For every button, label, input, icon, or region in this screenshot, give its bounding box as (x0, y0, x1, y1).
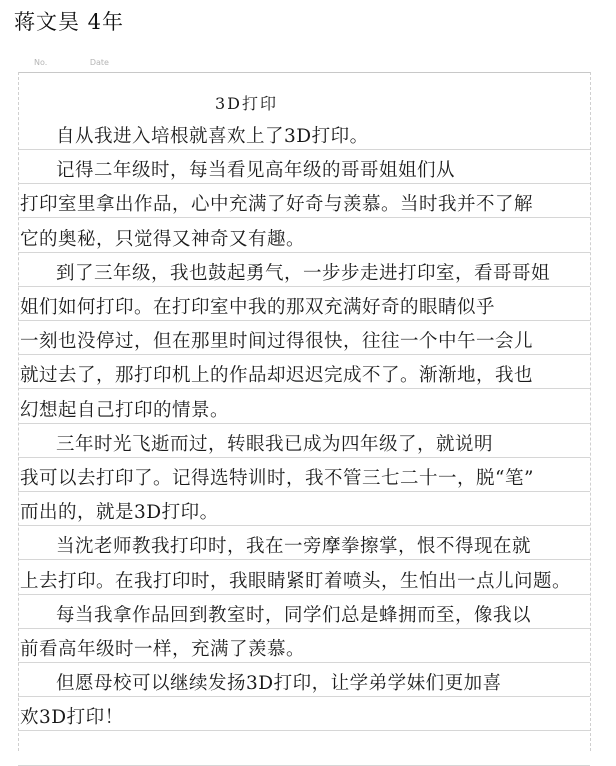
essay-line: 但愿母校可以继续发扬3D打印，让学弟学妹们更加喜 (56, 673, 502, 694)
ruled-line (18, 457, 590, 458)
ruled-line (18, 730, 590, 731)
ruled-line (18, 696, 590, 697)
essay-title: 3D打印 (215, 94, 279, 113)
ruled-line (18, 320, 590, 321)
essay-line: 当沈老师教我打印时，我在一旁摩拳擦掌，恨不得现在就 (56, 536, 532, 557)
essay-line: 而出的，就是3D打印。 (20, 502, 219, 523)
ruled-line (18, 559, 590, 560)
top-rule (18, 72, 590, 73)
essay-line: 上去打印。在我打印时，我眼睛紧盯着喷头，生怕出一点儿问题。 (20, 571, 572, 592)
essay-line: 三年时光飞逝而过，转眼我已成为四年级了，就说明 (56, 434, 494, 455)
date-label: Date (89, 58, 109, 67)
essay-line: 自从我进入培根就喜欢上了3D打印。 (56, 126, 369, 147)
ruled-line (18, 252, 590, 253)
essay-line: 幻想起自己打印的情景。 (20, 400, 230, 421)
ruled-line (18, 286, 590, 287)
ruled-line (18, 525, 590, 526)
ruled-line (18, 183, 590, 184)
essay-line: 每当我拿作品回到教室时，同学们总是蜂拥而至，像我以 (56, 605, 532, 626)
ruled-line (18, 388, 590, 389)
essay-line: 我可以去打印了。记得选特训时，我不管三七二十一，脱“笔” (20, 468, 534, 489)
essay-line: 打印室里拿出作品，心中充满了好奇与羡慕。当时我并不了解 (20, 194, 534, 215)
paper-header (34, 58, 149, 67)
essay-line: 一刻也没停过，但在那里时间过得很快，往往一个中午一会儿 (20, 331, 534, 352)
ruled-line (18, 354, 590, 355)
essay-line: 记得二年级时，每当看见高年级的哥哥姐姐们从 (56, 160, 456, 181)
no-label: No. (34, 58, 48, 67)
essay-line: 前看高年级时一样，充满了羡慕。 (20, 639, 306, 660)
essay-line: 欢3D打印！ (20, 707, 124, 728)
ruled-line (18, 662, 590, 663)
ruled-line (18, 149, 590, 150)
ruled-line (18, 628, 590, 629)
essay-line: 就过去了，那打印机上的作品却迟迟完成不了。渐渐地，我也 (20, 365, 534, 386)
essay-line: 姐们如何打印。在打印室中我的那双充满好奇的眼睛似乎 (20, 297, 496, 318)
essay-line: 到了三年级，我也鼓起勇气，一步步走进打印室，看哥哥姐 (56, 263, 551, 284)
ruled-line (18, 217, 590, 218)
ruled-line (18, 491, 590, 492)
ruled-line (18, 423, 590, 424)
author-name: 蒋文昊 4年 (14, 10, 125, 34)
essay-line: 它的奥秘，只觉得又神奇又有趣。 (20, 229, 306, 250)
ruled-line (18, 594, 590, 595)
